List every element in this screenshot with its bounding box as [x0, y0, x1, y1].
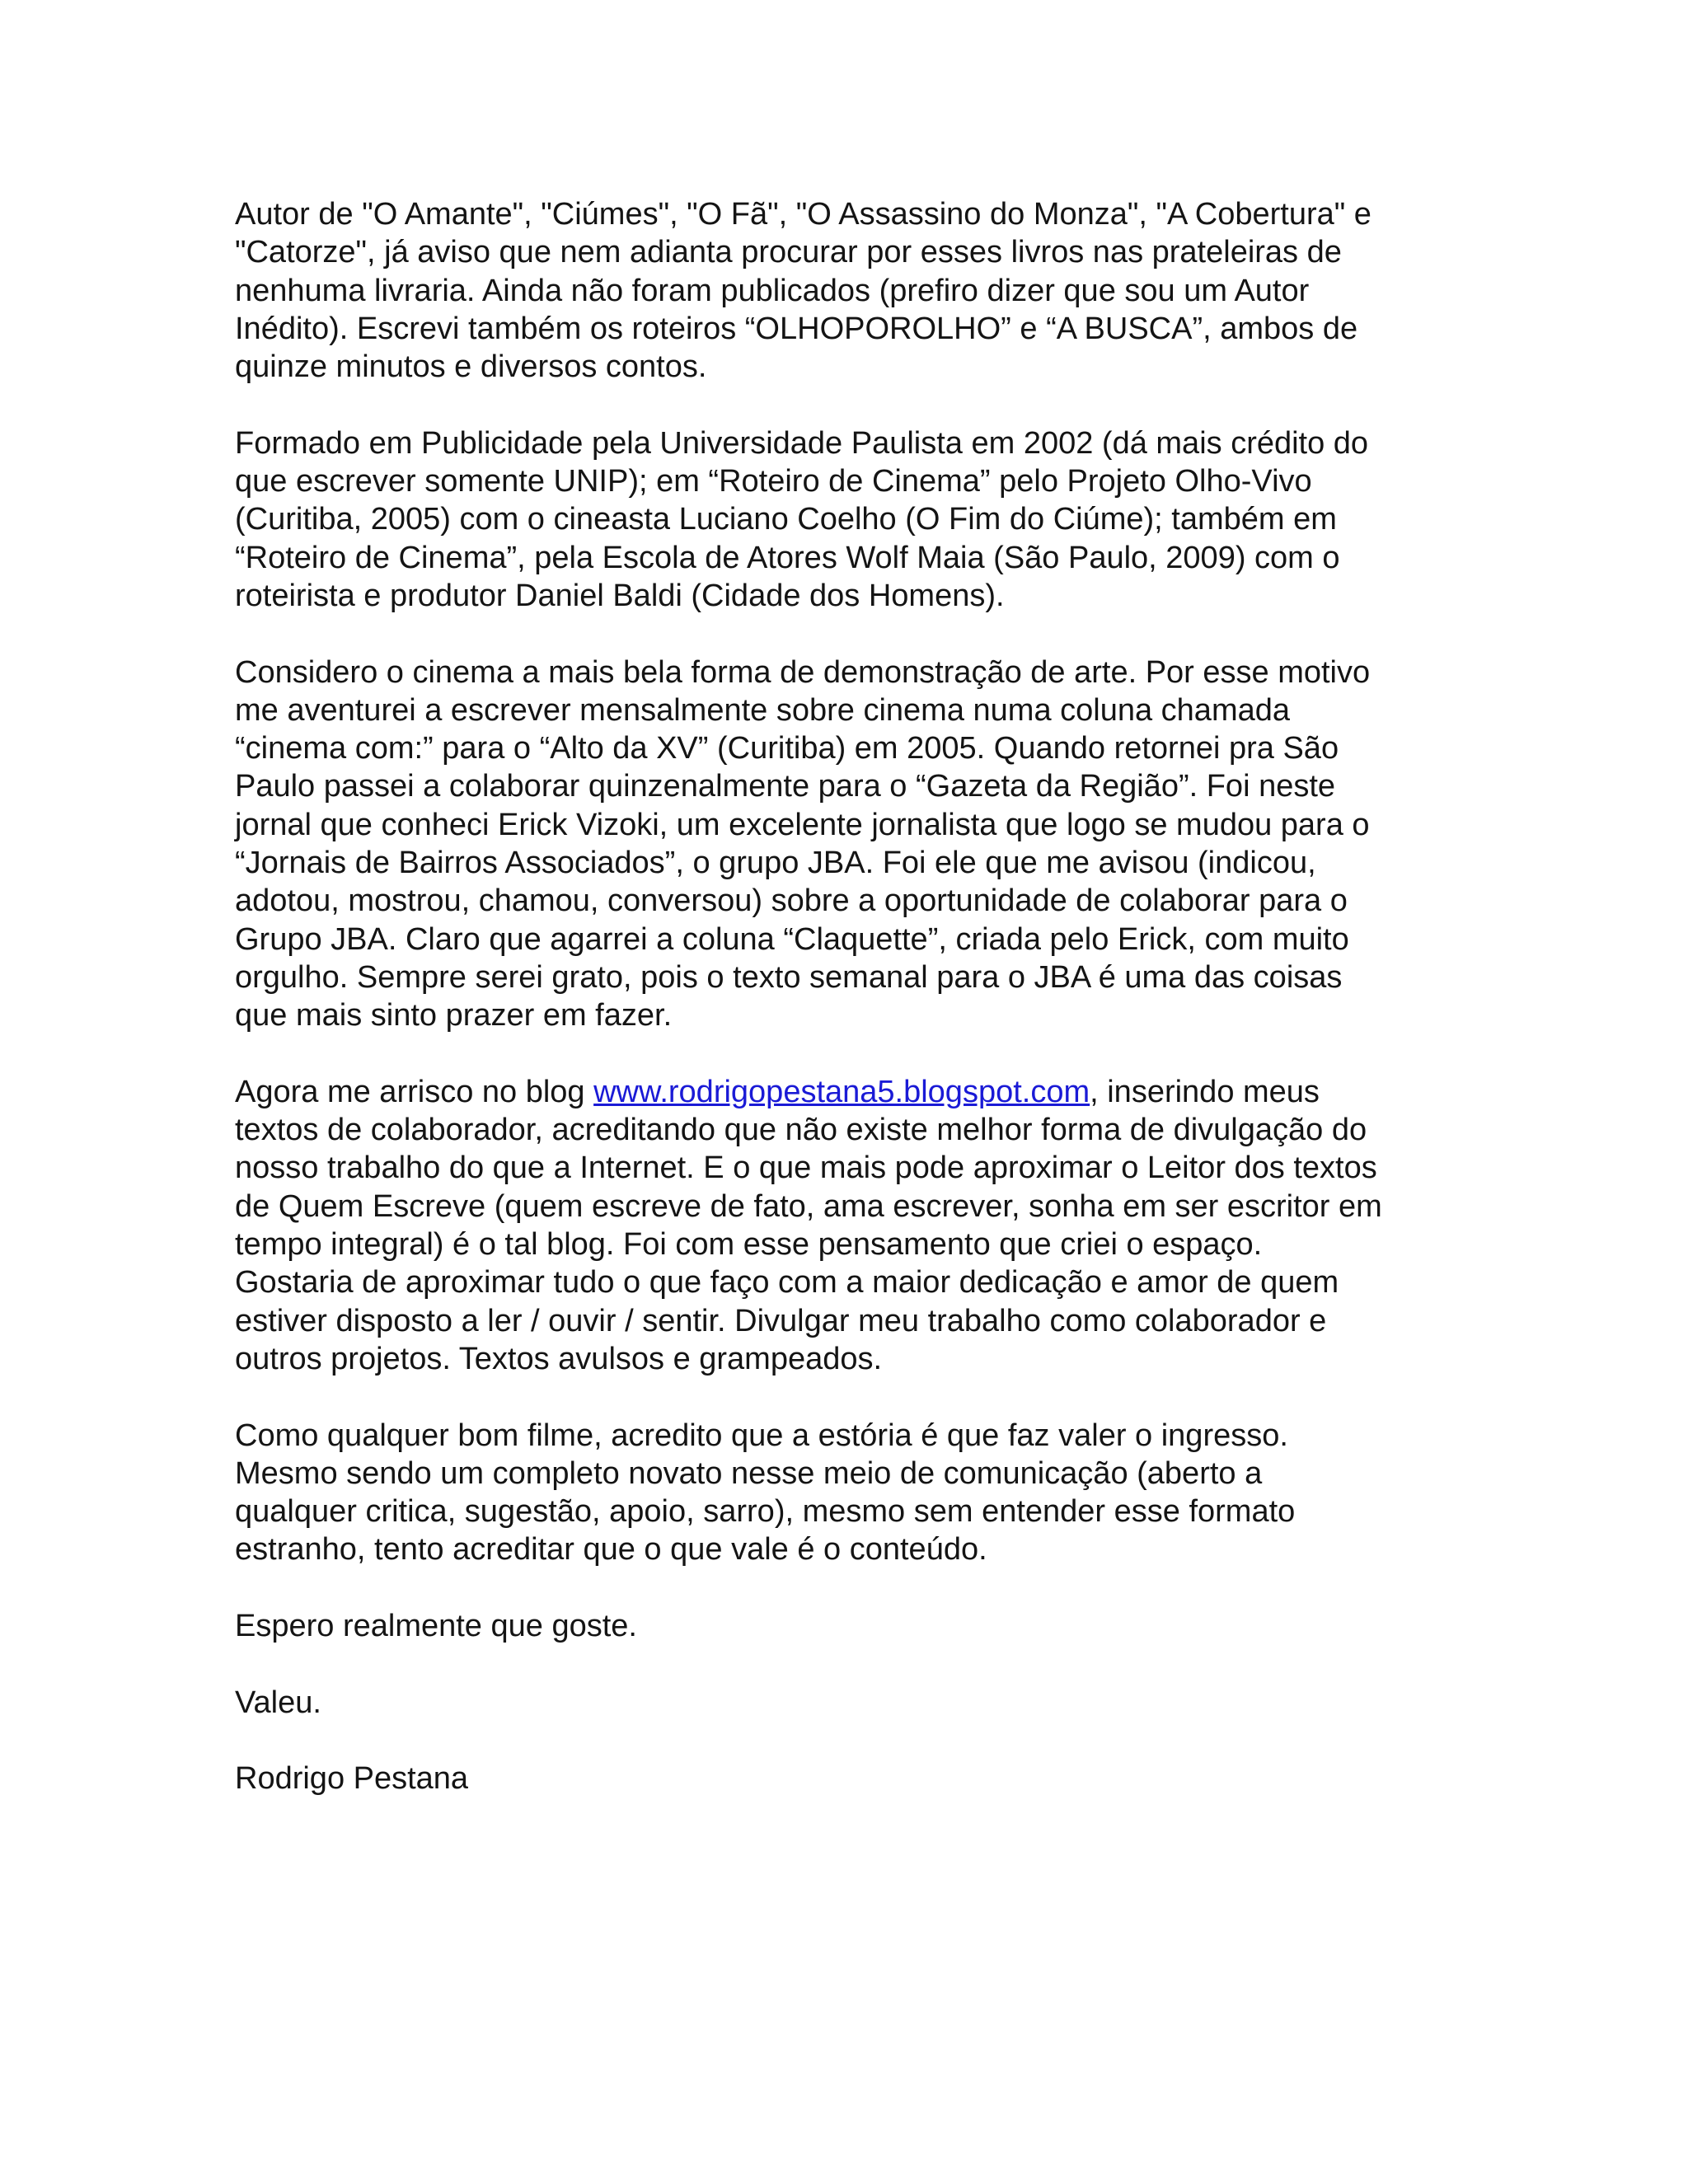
text-line: Grupo JBA. Claro que agarrei a coluna “Claquette”, criada pelo Erick, com muito: [235, 921, 1349, 957]
text-line: Espero realmente que goste.: [235, 1608, 637, 1643]
text-line: orgulho. Sempre serei grato, pois o texto semanal para o JBA é uma das coisas: [235, 959, 1343, 995]
text-line: estranho, tento acreditar que o que vale é o conteúdo.: [235, 1532, 987, 1568]
text-line: “Jornais de Bairros Associados”, o grupo JBA. Foi ele que me avisou (indicou,: [235, 846, 1316, 881]
text-line: nosso trabalho do que a Internet. E o que mais pode aproximar o Leitor dos textos: [235, 1151, 1377, 1186]
text-line: “cinema com:” para o “Alto da XV” (Curitiba) em 2005. Quando retornei pra São: [235, 731, 1339, 766]
text-line: [235, 1073, 1471, 1111]
text-line: outros projetos. Textos avulsos e grampeados.: [235, 1341, 883, 1376]
text-line: que mais sinto prazer em fazer.: [235, 998, 673, 1033]
paragraph-blog: [235, 1073, 1471, 1378]
text-line: textos de colaborador, acreditando que não existe melhor forma de divulgação do: [235, 1113, 1367, 1148]
text-line: Autor de "O Amante", "Ciúmes", "O Fã", "O Assassino do Monza", "A Cobertura" e: [235, 197, 1372, 232]
text-line: nenhuma livraria. Ainda não foram publicados (prefiro dizer que sou um Autor: [235, 273, 1310, 308]
text-line: tempo integral) é o tal blog. Foi com esse pensamento que criei o espaço.: [235, 1227, 1263, 1263]
text-line: qualquer critica, sugestão, apoio, sarro), mesmo sem entender esse formato: [235, 1494, 1296, 1530]
text-line: de Quem Escreve (quem escreve de fato, ama escrever, sonha em ser escritor em: [235, 1188, 1382, 1224]
paragraph-good-film: [235, 1417, 1471, 1569]
paragraph-closing-wish: [235, 1607, 1471, 1645]
blog-link[interactable]: www.rodrigopestana5.blogspot.com: [593, 1074, 1090, 1109]
text-line: Formado em Publicidade pela Universidade Paulista em 2002 (dá mais crédito do: [235, 425, 1369, 461]
text-line: Rodrigo Pestana: [235, 1761, 469, 1797]
document-body: [235, 195, 1471, 1836]
text-fragment: Agora me arrisco no blog: [235, 1074, 594, 1109]
signature-name: [235, 1760, 1471, 1797]
paragraph-author-works: [235, 195, 1471, 386]
text-line: Como qualquer bom filme, acredito que a estória é que faz valer o ingresso.: [235, 1418, 1288, 1453]
text-line: Inédito). Escrevi também os roteiros “OLHOPOROLHO” e “A BUSCA”, ambos de: [235, 311, 1358, 346]
text-fragment: , inserindo meus: [1090, 1074, 1320, 1109]
paragraph-valeu: [235, 1684, 1471, 1722]
text-line: adotou, mostrou, chamou, conversou) sobre a oportunidade de colaborar para o: [235, 883, 1348, 919]
text-line: que escrever somente UNIP); em “Roteiro de Cinema” pelo Projeto Olho-Vivo: [235, 464, 1312, 499]
text-line: Gostaria de aproximar tudo o que faço com a maior dedicação e amor de quem: [235, 1265, 1339, 1301]
text-line: roteirista e produtor Daniel Baldi (Cidade dos Homens).: [235, 578, 1005, 613]
paragraph-cinema-column: [235, 654, 1471, 1035]
text-line: Considero o cinema a mais bela forma de demonstração de arte. Por esse motivo: [235, 654, 1371, 690]
paragraph-education: [235, 424, 1471, 615]
text-line: Mesmo sendo um completo novato nesse meio de comunicação (aberto a: [235, 1455, 1263, 1491]
text-line: estiver disposto a ler / ouvir / sentir. Divulgar meu trabalho como colaborador e: [235, 1303, 1327, 1338]
text-line: jornal que conheci Erick Vizoki, um excelente jornalista que logo se mudou para o: [235, 807, 1370, 842]
text-line: (Curitiba, 2005) com o cineasta Luciano Coelho (O Fim do Ciúme); também em: [235, 502, 1337, 537]
text-line: Valeu.: [235, 1685, 321, 1720]
text-line: quinze minutos e diversos contos.: [235, 349, 707, 385]
text-line: "Catorze", já aviso que nem adianta procurar por esses livros nas prateleiras de: [235, 235, 1342, 270]
text-line: Paulo passei a colaborar quinzenalmente para o “Gazeta da Região”. Foi neste: [235, 769, 1336, 804]
text-line: “Roteiro de Cinema”, pela Escola de Atores Wolf Maia (São Paulo, 2009) com o: [235, 540, 1340, 575]
text-line: me aventurei a escrever mensalmente sobre cinema numa coluna chamada: [235, 692, 1290, 728]
